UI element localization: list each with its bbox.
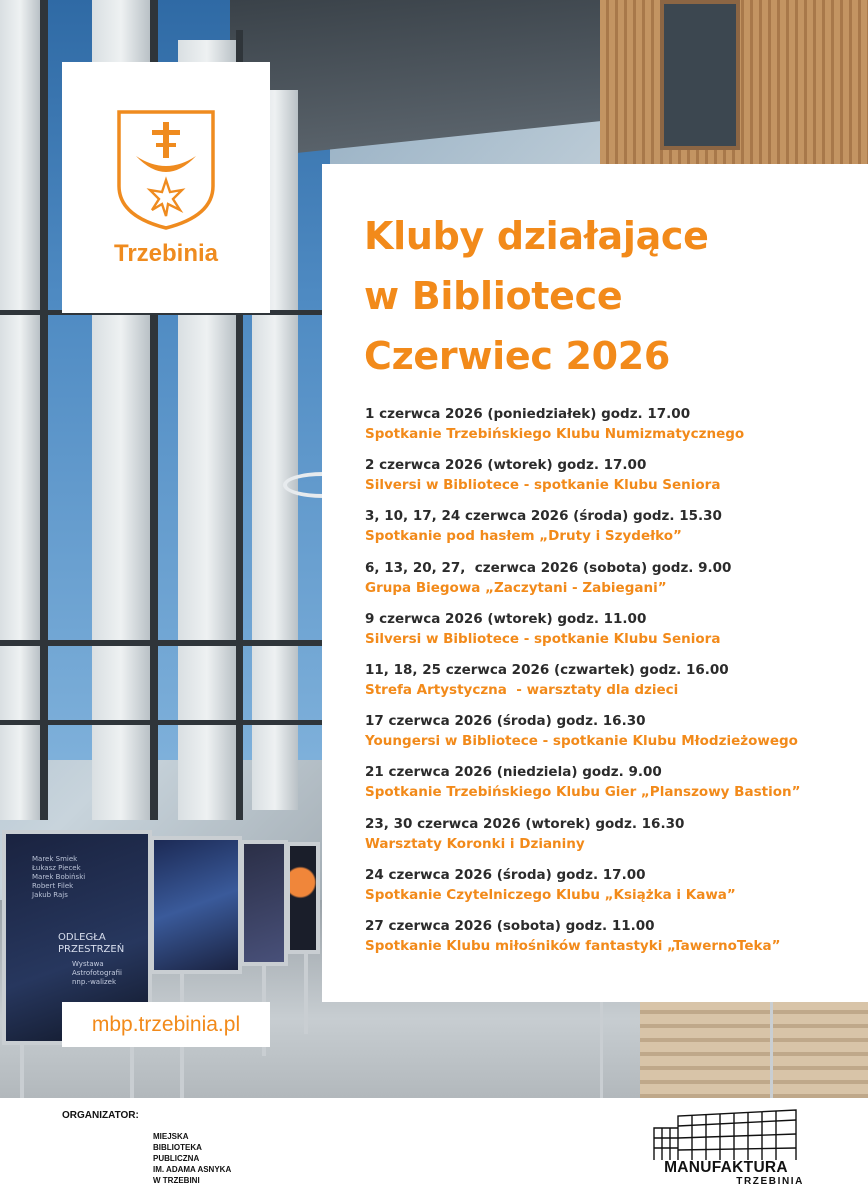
event-date: 9 czerwca 2026 (wtorek) godz. 11.00 [365, 610, 647, 627]
event-date: 17 czerwca 2026 (środa) godz. 16.30 [365, 713, 646, 730]
event-date: 24 czerwca 2026 (środa) godz. 17.00 [365, 866, 646, 883]
events-panel [322, 164, 868, 1002]
exhibition-board [150, 836, 242, 974]
event-item [365, 506, 861, 557]
concrete-fin [0, 0, 40, 820]
event-name: Grupa Biegowa „Zaczytani - Zabiegani” [365, 579, 667, 596]
stair-rail [770, 1002, 773, 1098]
event-date: 3, 10, 17, 24 czerwca 2026 (środa) godz. 15.30 [365, 508, 722, 525]
event-item [365, 865, 861, 916]
staircase [640, 1000, 868, 1098]
website-box [62, 1002, 270, 1047]
event-date: 23, 30 czerwca 2026 (wtorek) godz. 16.30 [365, 815, 685, 832]
coat-of-arms-icon [114, 108, 218, 232]
event-date: 11, 18, 25 czerwca 2026 (czwartek) godz. 16.00 [365, 661, 729, 678]
event-date: 21 czerwca 2026 (niedziela) godz. 9.00 [365, 764, 662, 781]
event-item [365, 660, 861, 711]
event-name: Strefa Artystyczna - warsztaty dla dzieci [365, 681, 679, 698]
event-list [365, 404, 861, 967]
event-name: Spotkanie Trzebińskiego Klubu Numizmatycznego [365, 426, 745, 442]
wood-window [660, 0, 740, 150]
event-item [365, 558, 861, 609]
partner-logo [648, 1108, 804, 1188]
logo-name: Trzebinia [113, 240, 219, 267]
organizer-name: MIEJSKA BIBLIOTEKA PUBLICZNA IM. ADAMA ASNYKA W TRZEBINI [153, 1132, 232, 1185]
exhibition-authors: Marek Smiek Łukasz Piecek Marek Bobiński Robert Filek Jakub Rajs [32, 855, 86, 899]
title-line-3: Czerwiec 2026 [364, 334, 671, 378]
event-item [365, 404, 861, 455]
mullion [40, 0, 48, 820]
event-name: Youngersi w Bibliotece - spotkanie Klubu Młodzieżowego [365, 733, 798, 750]
exhibition-title: ODLEGŁA PRZESTRZEŃ [58, 932, 125, 955]
event-date: 27 czerwca 2026 (sobota) godz. 11.00 [365, 917, 655, 934]
board-leg [20, 1045, 24, 1098]
mullion [0, 720, 322, 725]
title-line-1: Kluby działające [364, 214, 709, 258]
exhibition-subtitle: Wystawa Astrofotografii nnp.-walizek [72, 960, 122, 986]
event-name: Silversi w Bibliotece - spotkanie Klubu Seniora [365, 477, 721, 494]
board-leg [304, 954, 308, 1034]
stair-rail [600, 1002, 603, 1098]
building-icon [648, 1108, 804, 1162]
website-link[interactable]: mbp.trzebinia.pl [91, 1013, 241, 1036]
event-date: 1 czerwca 2026 (poniedziałek) godz. 17.00 [365, 406, 691, 422]
event-item [365, 916, 861, 967]
partner-title: MANUFAKTURA [664, 1159, 788, 1176]
event-item [365, 762, 861, 813]
exhibition-board [286, 842, 320, 954]
exhibition-board [240, 840, 288, 966]
event-name: Silversi w Bibliotece - spotkanie Klubu Seniora [365, 630, 721, 647]
board-leg [130, 1045, 134, 1098]
title-line-2: w Bibliotece [364, 274, 623, 318]
event-item [365, 455, 861, 506]
event-item [365, 814, 861, 865]
partner-subtitle: TRZEBINIA [736, 1176, 804, 1187]
event-date: 6, 13, 20, 27, czerwca 2026 (sobota) godz. 9.00 [365, 559, 732, 576]
organizer-label: ORGANIZATOR: [62, 1110, 139, 1121]
event-name: Spotkanie pod hasłem „Druty i Szydełko” [365, 528, 682, 545]
event-item [365, 711, 861, 762]
event-item [365, 609, 861, 660]
event-name: Spotkanie Trzebińskiego Klubu Gier „Planszowy Bastion” [365, 784, 801, 801]
mullion [0, 640, 322, 646]
event-name: Spotkanie Klubu miłośników fantastyki „TawernoTeka” [365, 937, 781, 954]
event-date: 2 czerwca 2026 (wtorek) godz. 17.00 [365, 457, 647, 474]
logo-box [62, 62, 270, 313]
event-name: Warsztaty Koronki i Dzianiny [365, 835, 585, 852]
event-name: Spotkanie Czytelniczego Klubu „Książka i Kawa” [365, 886, 736, 903]
poster-title [364, 206, 709, 386]
